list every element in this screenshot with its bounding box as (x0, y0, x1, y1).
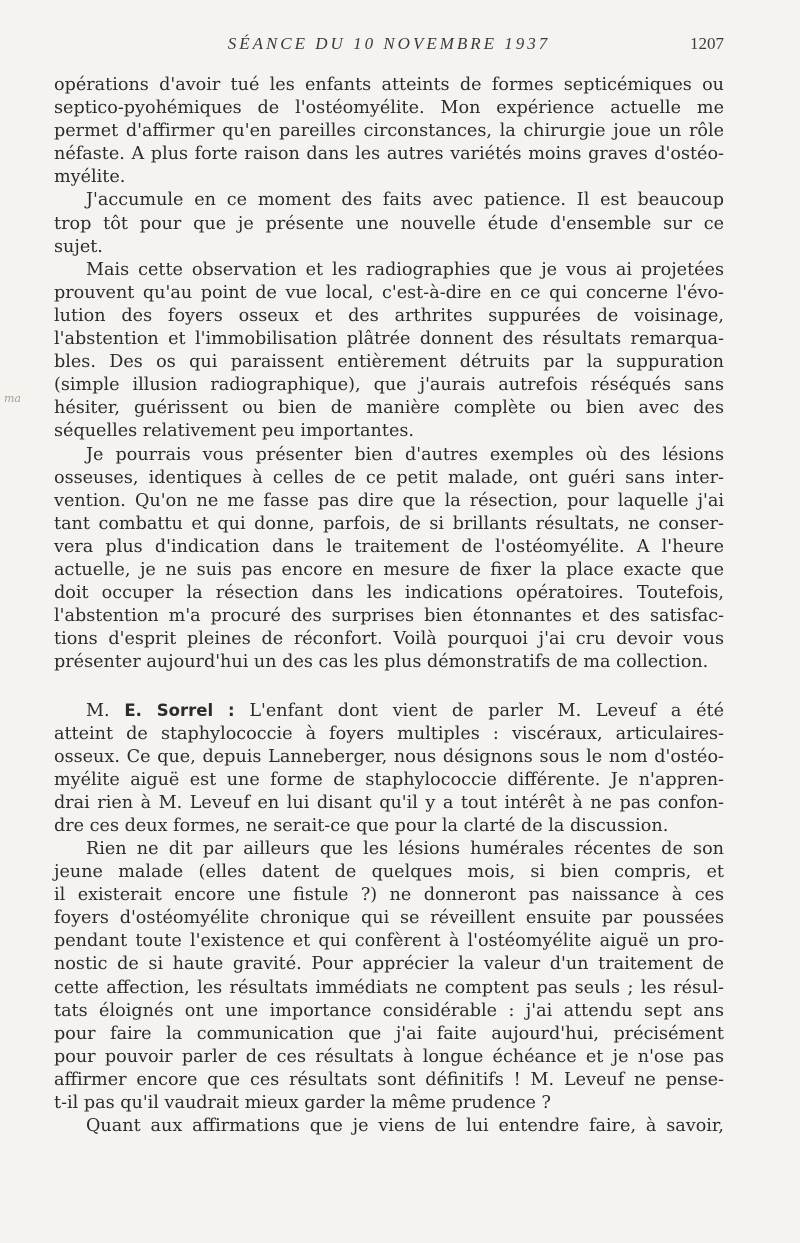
text-line: séquelles relativement peu importantes. (54, 421, 414, 442)
text-line: doit occuper la résection dans les indications opératoires. Toutefois, (54, 583, 724, 604)
section-gap (54, 674, 724, 699)
paragraph (54, 259, 724, 444)
paragraph (54, 1115, 724, 1138)
text-line (54, 699, 724, 722)
text-line: permet d'affirmer qu'en pareilles circonstances, la chirurgie joue un rôle (54, 121, 724, 142)
body-text (54, 74, 724, 1138)
page-number: 1207 (690, 34, 724, 53)
text-line: lution des foyers osseux et des arthrites suppurées de voisinage, (54, 305, 724, 326)
paragraph (54, 444, 724, 675)
text-line: Quant aux affirmations que je viens de lui entendre faire, à savoir, (86, 1116, 724, 1137)
text-line: J'accumule en ce moment des faits avec patience. Il est beaucoup (86, 190, 724, 211)
paragraph (54, 74, 724, 189)
text-line: Mais cette observation et les radiographies que je vous ai projetées (86, 259, 724, 280)
text-line: vera plus d'indication dans le traitement de l'ostéomyélite. A l'heure (54, 536, 724, 557)
text-line: (simple illusion radiographique), que j'aurais autrefois réséqués sans (54, 375, 724, 396)
text-line: affirmer encore que ces résultats sont définitifs ! M. Leveuf ne pense- (54, 1069, 724, 1090)
paragraph (54, 838, 724, 1115)
running-head: SÉANCE DU 10 NOVEMBRE 1937 (227, 34, 551, 53)
text-line-rest: L'enfant dont vient de parler M. Leveuf a été (249, 701, 725, 722)
text-line: pour faire la communication que j'ai faite aujourd'hui, précisément (54, 1023, 724, 1044)
text-line: t-il pas qu'il vaudrait mieux garder la même prudence ? (54, 1093, 551, 1114)
text-line: dre ces deux formes, ne serait-ce que pour la clarté de la discussion. (54, 815, 669, 836)
text-line: hésiter, guérissent ou bien de manière complète ou bien avec des (54, 398, 724, 419)
text-line: présenter aujourd'hui un des cas les plus démonstratifs de ma collection. (54, 652, 709, 673)
text-line: jeune malade (elles datent de quelques mois, si bien compris, et (54, 862, 724, 883)
text-line: atteint de staphylococcie à foyers multiples : viscéraux, articulaires- (54, 723, 724, 744)
text-line: actuelle, je ne suis pas encore en mesure de fixer la place exacte que (54, 559, 724, 580)
text-line: pour pouvoir parler de ces résultats à longue échéance et je n'ose pas (54, 1046, 724, 1067)
page-header (54, 34, 724, 58)
text-line: myélite aiguë est une forme de staphylococcie différente. Je n'appren- (54, 769, 724, 790)
speaker-name: E. Sorrel : (124, 701, 235, 721)
text-line: prouvent qu'au point de vue local, c'est-à-dire en ce qui concerne l'évo- (54, 282, 724, 303)
text-line: opérations d'avoir tué les enfants atteints de formes septicémiques ou (54, 75, 724, 95)
text-line: tats éloignés ont une importance considérable : j'ai attendu sept ans (54, 1000, 724, 1021)
text-line: tions d'esprit pleines de réconfort. Voilà pourquoi j'ai cru devoir vous (54, 629, 724, 650)
text-line: cette affection, les résultats immédiats ne comptent pas seuls ; les résul- (54, 977, 724, 998)
text-line: néfaste. A plus forte raison dans les autres variétés moins graves d'ostéo- (54, 144, 724, 165)
text-line: pendant toute l'existence et qui confèrent à l'ostéomyélite aiguë un pro- (54, 931, 724, 952)
text-line: l'abstention m'a procuré des surprises bien étonnantes et des satisfac- (54, 606, 724, 627)
text-line: myélite. (54, 167, 126, 188)
text-line: l'abstention et l'immobilisation plâtrée donnent des résultats remarqua- (54, 329, 724, 350)
text-line: Rien ne dit par ailleurs que les lésions humérales récentes de son (86, 839, 724, 859)
text-line: tant combattu et qui donne, parfois, de si brillants résultats, ne conser- (54, 513, 724, 534)
text-line: osseux. Ce que, depuis Lanneberger, nous désignons sous le nom d'ostéo- (54, 746, 724, 767)
text-line: sujet. (54, 236, 103, 257)
text-line: il existerait encore une fistule ?) ne donneront pas naissance à ces (54, 885, 724, 906)
paragraph (54, 699, 724, 838)
paragraph (54, 189, 724, 258)
text-line: bles. Des os qui paraissent entièrement détruits par la suppuration (54, 352, 724, 373)
text-line: septico-pyohémiques de l'ostéomyélite. Mon expérience actuelle me (54, 98, 724, 119)
text-line: trop tôt pour que je présente une nouvelle étude d'ensemble sur ce (54, 213, 724, 234)
text-line: nostic de si haute gravité. Pour apprécier la valeur d'un traitement de (54, 954, 724, 975)
text-line: osseuses, identiques à celles de ce petit malade, ont guéri sans inter- (54, 467, 724, 488)
margin-annotation: ma (4, 392, 21, 405)
text-line: drai rien à M. Leveuf en lui disant qu'il y a tout intérêt à ne pas confon- (54, 792, 724, 813)
text-line: Je pourrais vous présenter bien d'autres exemples où des lésions (86, 444, 724, 465)
text-line: vention. Qu'on ne me fasse pas dire que la résection, pour laquelle j'ai (54, 490, 724, 511)
text-line: foyers d'ostéomyélite chronique qui se réveillent ensuite par poussées (54, 908, 724, 929)
speaker-title: M. (86, 701, 110, 722)
